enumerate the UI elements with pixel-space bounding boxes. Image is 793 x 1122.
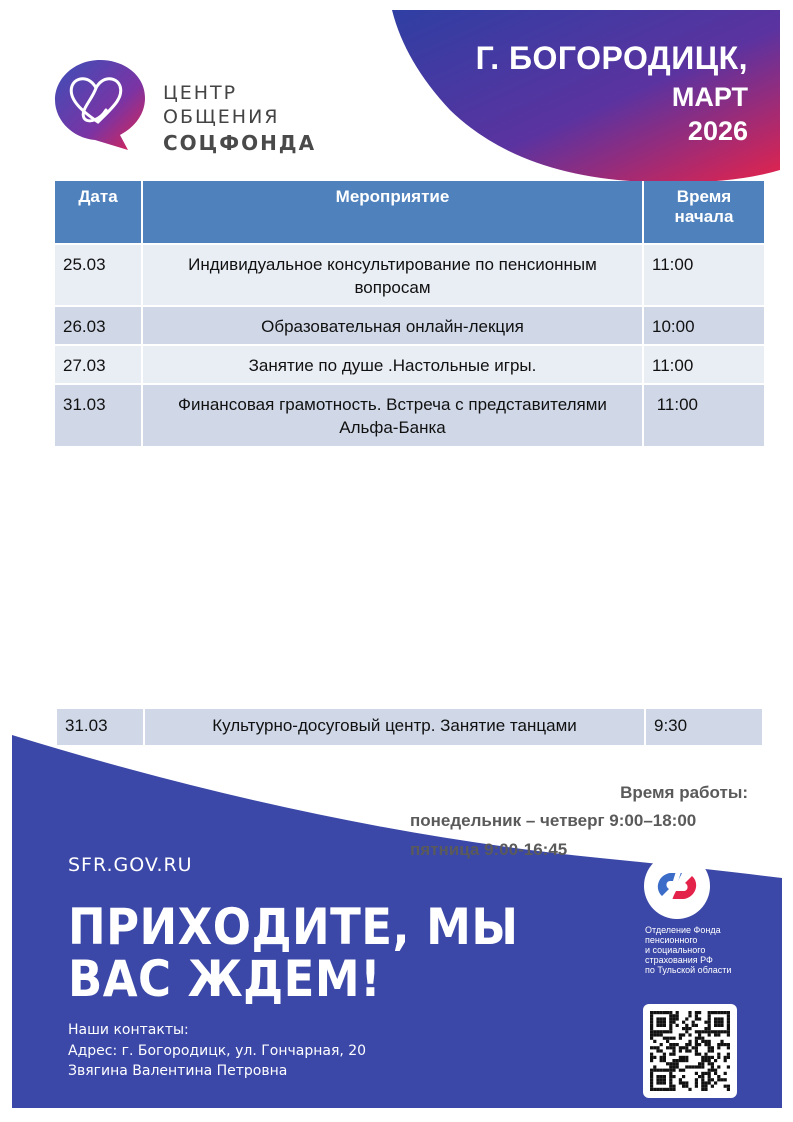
hours-friday: пятница 9:00-16:45: [410, 840, 568, 859]
city-title: Г. БОГОРОДИЦК,: [475, 40, 748, 76]
row-event: Занятие по душе .Настольные игры.: [142, 345, 643, 384]
header-date: Дата: [55, 181, 142, 244]
row-date: 31.03: [55, 384, 142, 446]
sfr-org-line-5: по Тульской области: [645, 965, 732, 975]
row-event: Образовательная онлайн-лекция: [142, 306, 643, 345]
sfr-org-line-2: пенсионного: [645, 935, 698, 945]
contacts-person: Звягина Валентина Петровна: [68, 1063, 288, 1079]
hours-title: Время работы:: [620, 783, 748, 802]
extra-schedule-table: [57, 709, 762, 745]
hours-weekdays: понедельник – четверг 9:00–18:00: [410, 811, 697, 830]
logo-line-2: ОБЩЕНИЯ: [163, 106, 280, 128]
year-title: 2026: [687, 116, 748, 146]
row-date: 25.03: [55, 244, 142, 306]
qr-code-graphic: [643, 1004, 737, 1098]
sfr-logo-icon: [642, 851, 712, 921]
row-event: Культурно-досуговый центр. Занятие танцами: [144, 709, 645, 745]
row-date: 26.03: [55, 306, 142, 345]
contacts-address: Адрес: г. Богородицк, ул. Гончарная, 20: [68, 1043, 367, 1059]
row-time: 11:00: [643, 244, 764, 306]
row-event: Индивидуальное консультирование по пенсионным вопросам: [142, 244, 643, 306]
row-time: 11:00: [643, 384, 764, 446]
logo-line-3: СОЦФОНДА: [163, 131, 317, 155]
row-date: 31.03: [57, 709, 144, 745]
sfr-org-line-3: и социального: [645, 945, 706, 955]
contacts-title: Наши контакты:: [68, 1022, 189, 1038]
row-event: Финансовая грамотность. Встреча с представителями Альфа-Банка: [142, 384, 643, 446]
logo-line-1: ЦЕНТР: [163, 82, 238, 104]
sfr-org-line-4: страхования РФ: [645, 955, 713, 965]
table-row: [57, 709, 762, 745]
row-time: 10:00: [643, 306, 764, 345]
row-time: 11:00: [643, 345, 764, 384]
month-title: МАРТ: [671, 82, 748, 112]
header-time-line2: начала: [674, 207, 734, 226]
qr-code-icon[interactable]: [643, 1004, 737, 1098]
slogan-line-2: ВАС ЖДЕМ!: [68, 950, 382, 1008]
row-time: 9:30: [645, 709, 762, 745]
website-link[interactable]: SFR.GOV.RU: [68, 854, 193, 876]
header-event: Мероприятие: [142, 181, 643, 244]
sfr-org-line-1: Отделение Фонда: [645, 925, 721, 935]
slogan-line-1: ПРИХОДИТЕ, МЫ: [68, 898, 519, 956]
row-date: 27.03: [55, 345, 142, 384]
header-time-line1: Время: [676, 187, 732, 206]
